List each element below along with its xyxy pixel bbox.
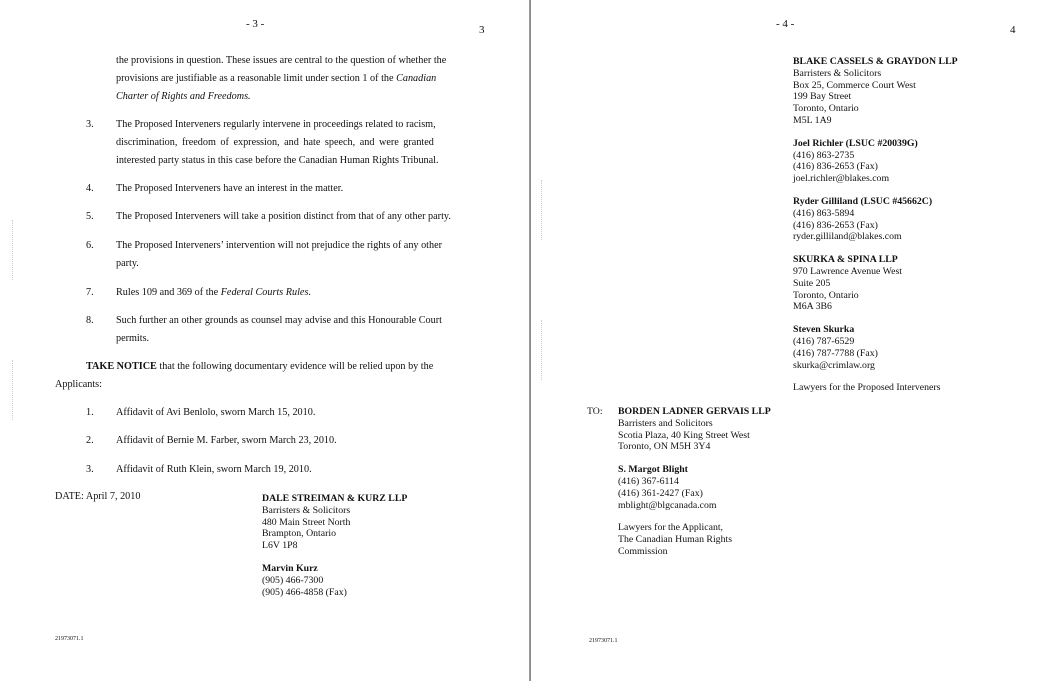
document-id: 21973071.1 bbox=[589, 638, 618, 644]
item-number: 6. bbox=[86, 240, 94, 251]
to-label: TO: bbox=[587, 406, 603, 417]
lawyer-fax: (416) 787-7788 (Fax) bbox=[793, 347, 878, 359]
item-7-text: Rules 109 and 369 of the bbox=[116, 287, 221, 298]
page-number: 4 bbox=[1010, 24, 1016, 36]
item-3 bbox=[116, 116, 439, 170]
lawyer-email: mblight@blgcanada.com bbox=[618, 499, 717, 511]
lawyer-name: Marvin Kurz bbox=[262, 562, 318, 574]
recipient-role: The Canadian Human Rights bbox=[618, 534, 733, 546]
item-line: party. bbox=[116, 258, 139, 269]
firm-line: Barristers & Solicitors bbox=[262, 504, 351, 516]
lawyer-fax: (416) 361-2427 (Fax) bbox=[618, 487, 703, 499]
scan-artifact bbox=[12, 220, 16, 280]
item-line: interested party status in this case before the Canadian Human Rights Tribunal. bbox=[116, 155, 439, 166]
lawyer-name: Ryder Gilliland (LSUC #45662C) bbox=[793, 195, 933, 207]
signature-block bbox=[262, 493, 407, 598]
recipient-role: Commission bbox=[618, 545, 668, 557]
affidavit-number: 1. bbox=[86, 407, 94, 418]
affidavit-item: Affidavit of Bernie M. Farber, sworn March 23, 2010. bbox=[116, 435, 337, 446]
firm-line: Toronto, Ontario bbox=[793, 289, 859, 301]
firm-line: Barristers and Solicitors bbox=[618, 417, 713, 429]
firm-line: L6V 1P8 bbox=[262, 540, 298, 552]
intro-line-3: Charter of Rights and Freedoms. bbox=[116, 91, 251, 102]
item-number: 5. bbox=[86, 211, 94, 222]
lawyer-name: Steven Skurka bbox=[793, 324, 855, 336]
interveners-counsel-block bbox=[793, 56, 958, 394]
item-8 bbox=[116, 312, 442, 348]
item-number: 8. bbox=[86, 315, 94, 326]
item-4: The Proposed Interveners have an interest in the matter. bbox=[116, 183, 344, 194]
lawyer-email: joel.richler@blakes.com bbox=[793, 173, 890, 185]
firm-line: 970 Lawrence Avenue West bbox=[793, 265, 903, 277]
item-6 bbox=[116, 237, 442, 273]
firm-line: M6A 3B6 bbox=[793, 301, 832, 313]
firm-line: Scotia Plaza, 40 King Street West bbox=[618, 429, 750, 441]
scan-artifact bbox=[541, 320, 545, 380]
take-notice bbox=[86, 358, 433, 376]
lawyer-name: Joel Richler (LSUC #20039G) bbox=[793, 137, 918, 149]
intro-paragraph bbox=[116, 52, 446, 106]
take-notice-line-2: Applicants: bbox=[55, 379, 102, 390]
scan-artifact bbox=[541, 180, 545, 240]
item-number: 4. bbox=[86, 183, 94, 194]
firm-line: 199 Bay Street bbox=[793, 91, 852, 103]
take-notice-bold: TAKE NOTICE bbox=[86, 361, 157, 372]
item-7 bbox=[116, 284, 311, 302]
affidavit-number: 3. bbox=[86, 464, 94, 475]
item-line: Such further an other grounds as counsel may advise and this Honourable Court bbox=[116, 315, 442, 326]
lawyer-phone: (905) 466-7300 bbox=[262, 574, 324, 586]
page-header: - 3 - bbox=[246, 18, 265, 30]
affidavit-item: Affidavit of Avi Benlolo, sworn March 15, 2010. bbox=[116, 407, 316, 418]
lawyer-phone: (416) 863-2735 bbox=[793, 149, 855, 161]
lawyer-fax: (416) 836-2653 (Fax) bbox=[793, 161, 878, 173]
firm-name: DALE STREIMAN & KURZ LLP bbox=[262, 493, 408, 504]
page-4 bbox=[531, 0, 1059, 681]
firm-line: M5L 1A9 bbox=[793, 114, 832, 126]
item-line: The Proposed Interveners regularly intervene in proceedings related to racism, bbox=[116, 119, 436, 130]
lawyer-name: S. Margot Blight bbox=[618, 464, 688, 476]
item-7-period: . bbox=[308, 287, 311, 298]
affidavit-number: 2. bbox=[86, 435, 94, 446]
page-number: 3 bbox=[479, 24, 485, 36]
lawyer-phone: (416) 367-6114 bbox=[618, 475, 679, 487]
intro-line-2 bbox=[116, 70, 446, 88]
intro-line-1: the provisions in question. These issues are central to the question of whether the bbox=[116, 55, 447, 66]
item-line: discrimination, freedom of expression, and hate speech, and were granted bbox=[116, 137, 434, 148]
counsel-role: Lawyers for the Proposed Interveners bbox=[793, 382, 941, 394]
item-5: The Proposed Interveners will take a position distinct from that of any other party. bbox=[116, 211, 451, 222]
firm-line: Toronto, Ontario bbox=[793, 103, 859, 115]
firm-line: Suite 205 bbox=[793, 277, 831, 289]
item-number: 3. bbox=[86, 119, 94, 130]
firm-name: BLAKE CASSELS & GRAYDON LLP bbox=[793, 56, 958, 67]
item-number: 7. bbox=[86, 287, 94, 298]
affidavit-item: Affidavit of Ruth Klein, sworn March 19, 2010. bbox=[116, 464, 312, 475]
firm-name: SKURKA & SPINA LLP bbox=[793, 254, 898, 266]
document-id: 21973071.1 bbox=[55, 636, 84, 642]
lawyer-email: skurka@crimlaw.org bbox=[793, 359, 875, 371]
recipient-role: Lawyers for the Applicant, bbox=[618, 522, 724, 534]
firm-line: Brampton, Ontario bbox=[262, 528, 337, 540]
firm-line: Toronto, ON M5H 3Y4 bbox=[618, 441, 711, 453]
lawyer-fax: (905) 466-4858 (Fax) bbox=[262, 586, 347, 598]
date-line: DATE: April 7, 2010 bbox=[55, 491, 141, 502]
item-line: The Proposed Interveners’ intervention will not prejudice the rights of any other bbox=[116, 240, 442, 251]
lawyer-fax: (416) 836-2653 (Fax) bbox=[793, 219, 878, 231]
firm-line: 480 Main Street North bbox=[262, 516, 351, 528]
recipient-block bbox=[618, 406, 771, 558]
firm-line: Box 25, Commerce Court West bbox=[793, 79, 916, 91]
item-7-italic: Federal Courts Rules bbox=[220, 287, 309, 298]
firm-name: BORDEN LADNER GERVAIS LLP bbox=[618, 406, 771, 417]
firm-line: Barristers & Solicitors bbox=[793, 67, 882, 79]
lawyer-phone: (416) 863-5894 bbox=[793, 207, 855, 219]
page-header: - 4 - bbox=[776, 18, 795, 30]
item-line: permits. bbox=[116, 333, 150, 344]
lawyer-phone: (416) 787-6529 bbox=[793, 335, 855, 347]
scan-artifact bbox=[12, 360, 16, 420]
intro-line-2-text: provisions are justifiable as a reasonable limit under section 1 of the bbox=[116, 73, 397, 84]
intro-line-2-italic: Canadian bbox=[396, 73, 437, 84]
take-notice-text: that the following documentary evidence will be relied upon by the bbox=[156, 361, 434, 372]
lawyer-email: ryder.gilliland@blakes.com bbox=[793, 231, 902, 243]
